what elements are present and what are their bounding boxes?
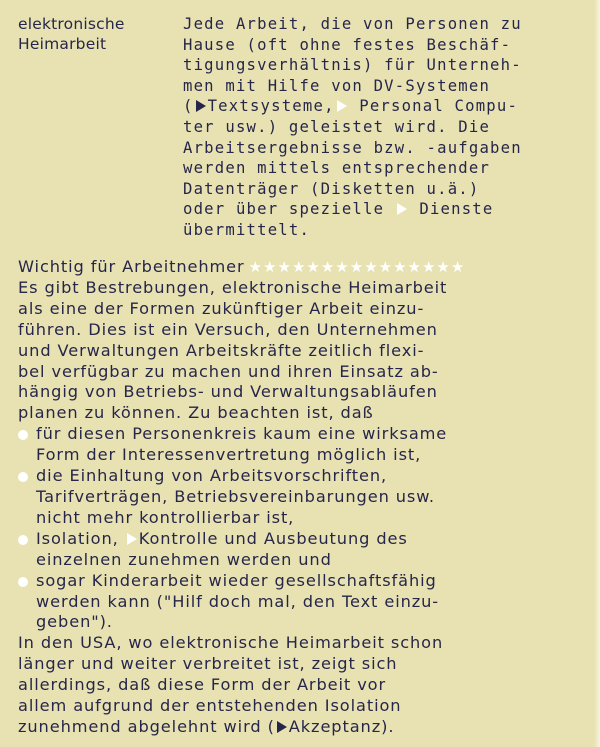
bullet-dot-icon: [18, 430, 28, 440]
definition-line: men mit Hilfe von DV-Systemen: [183, 76, 491, 95]
paragraph-text: zunehmend abgelehnt wird (: [18, 716, 275, 736]
paragraph-line: Es gibt Bestrebungen, elektronische Heimarbeit: [18, 277, 448, 297]
cross-reference-arrow-icon: [277, 721, 287, 733]
bullet-dot-icon: [18, 535, 28, 545]
cross-ref-textsysteme[interactable]: Textsysteme,: [207, 97, 335, 116]
bullet-dot-icon: [18, 472, 28, 482]
paragraph-line: länger und weiter verbreitet ist, zeigt sich: [18, 654, 398, 674]
term-line-1: elektronische: [18, 15, 125, 33]
definition-line: Datenträger (Disketten u.ä.): [183, 179, 480, 198]
definition-line: [183, 199, 593, 220]
info-section: [18, 257, 596, 738]
bullet-dot-icon: [18, 577, 28, 587]
cross-reference-arrow-icon: [196, 100, 206, 112]
page-edge: [594, 0, 600, 747]
cross-ref-dienste[interactable]: Dienste: [408, 200, 494, 219]
cross-ref-akzeptanz[interactable]: Akzeptanz: [288, 716, 382, 736]
paragraph-line: planen zu können. Zu beachten ist, daß: [18, 403, 374, 423]
bullet-continuation: nicht mehr kontrollierbar ist,: [36, 507, 295, 527]
paragraph-line: In den USA, wo elektronische Heimarbeit schon: [18, 633, 444, 653]
bullet-text: Isolation,: [36, 528, 125, 548]
paragraph-line: [18, 717, 596, 738]
bullet-text: die Einhaltung von Arbeitsvorschriften,: [36, 466, 388, 486]
cross-ref-personal-computer[interactable]: Personal Compu-: [348, 97, 519, 116]
cross-reference-arrow-icon: [127, 533, 137, 545]
cross-reference-arrow-icon: [337, 100, 347, 112]
paragraph-line: hängig von Betriebs- und Verwaltungsabläufen: [18, 382, 438, 402]
definition-line: werden mittels entsprechender: [183, 159, 491, 178]
glossary-definition: [183, 14, 593, 241]
paragraph-line: und Verwaltungen Arbeitskräfte zeitlich flexi-: [18, 340, 425, 360]
definition-line: ter usw.) geleistet wird. Die: [183, 117, 491, 136]
paren-open: (: [183, 97, 194, 116]
term-line-2: Heimarbeit: [18, 35, 107, 53]
bullet-text: sogar Kinderarbeit wieder gesellschaftsfähig: [36, 570, 437, 590]
paragraph-line: allem aufgrund der entstehenden Isolation: [18, 696, 402, 716]
definition-line: [183, 96, 593, 117]
section-heading-row: [18, 257, 596, 278]
definition-line: übermittelt.: [183, 220, 311, 239]
bullet-item: [18, 424, 596, 445]
definition-line: Hause (oft ohne festes Beschäf-: [183, 35, 512, 54]
definition-line: tigungsverhältnis) für Unterneh-: [183, 56, 522, 75]
paragraph-line: führen. Dies ist ein Versuch, den Unternehmen: [18, 319, 438, 339]
bullet-item: [18, 466, 596, 487]
paragraph-text: ).: [381, 716, 395, 736]
bullet-item: [18, 571, 596, 592]
paragraph-line: als eine der Formen zukünftiger Arbeit einzu-: [18, 298, 425, 318]
bullet-continuation: geben").: [36, 612, 113, 632]
definition-line: Arbeitsergebnisse bzw. -aufgaben: [183, 138, 522, 157]
cross-ref-kontrolle[interactable]: Kontrolle und Ausbeutung des: [138, 528, 408, 548]
paragraph-line: bel verfügbar zu machen und ihren Einsatz ab-: [18, 361, 439, 381]
bullet-item: [18, 529, 596, 550]
cross-reference-arrow-icon: [397, 203, 407, 215]
definition-text: oder über spezielle: [183, 200, 395, 219]
definition-line: Jede Arbeit, die von Personen zu: [183, 15, 522, 33]
glossary-term: [18, 14, 178, 54]
bullet-text: für diesen Personenkreis kaum eine wirksame: [36, 424, 448, 444]
bullet-continuation: werden kann ("Hilf doch mal, den Text einzu-: [36, 591, 440, 611]
bullet-continuation: einzelnen zunehmen werden und: [36, 549, 332, 569]
bullet-continuation: Form der Interessenvertretung möglich ist,: [36, 445, 422, 465]
star-divider-icon: ★★★★★★★★★★★★★★★: [248, 258, 466, 276]
section-heading: Wichtig für Arbeitnehmer: [18, 257, 245, 276]
paragraph-line: allerdings, daß diese Form der Arbeit vor: [18, 675, 387, 695]
bullet-continuation: Tarifverträgen, Betriebsvereinbarungen usw.: [36, 486, 435, 506]
